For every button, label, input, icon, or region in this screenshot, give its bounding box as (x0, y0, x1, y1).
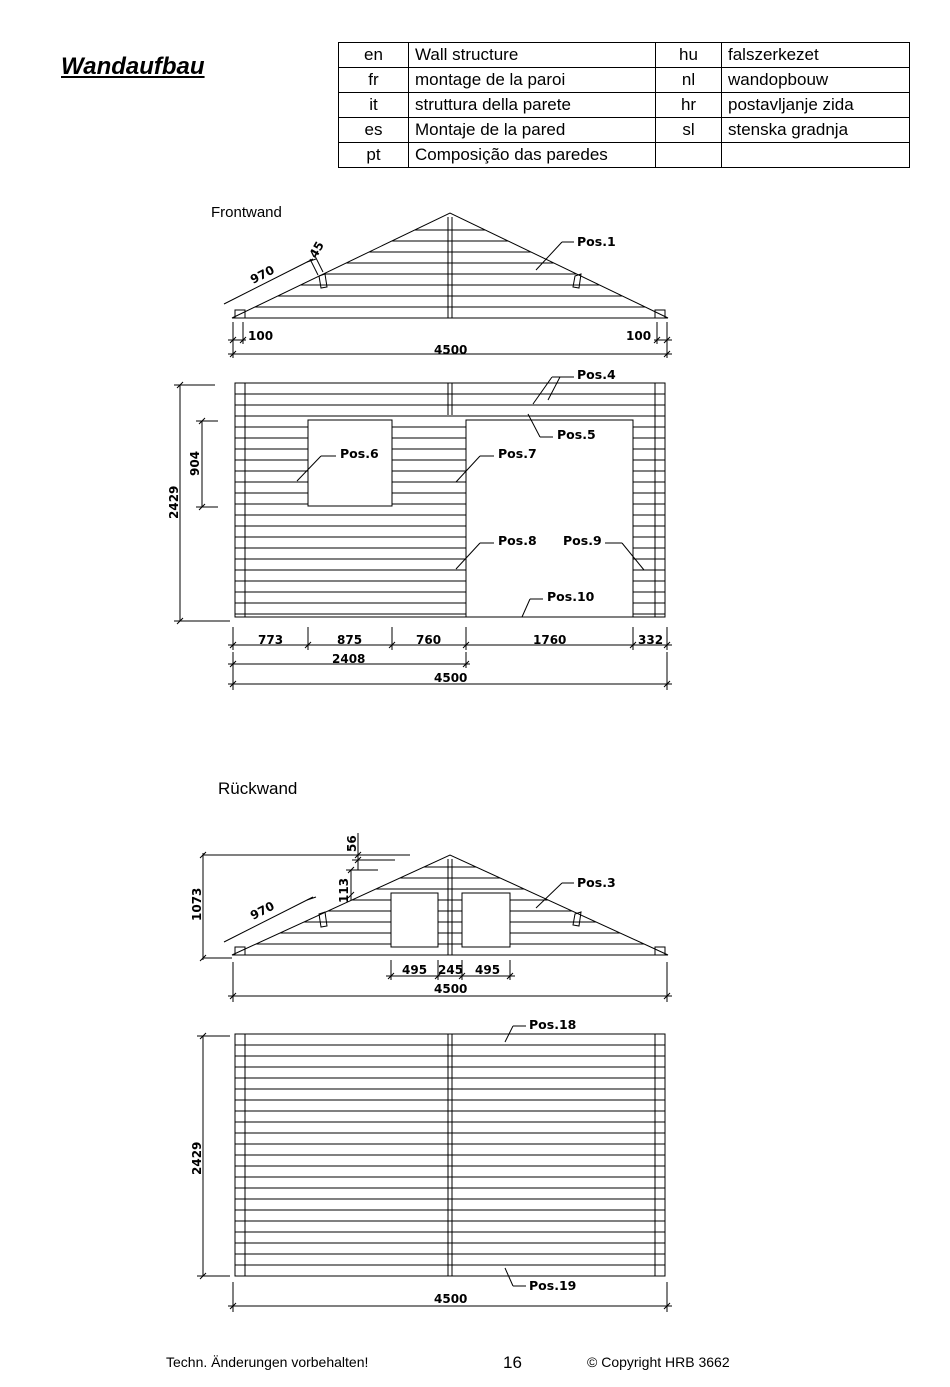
translation-text: falszerkezet (722, 43, 910, 68)
front-gable-width: 4500 (434, 343, 468, 357)
pos7-label: Pos.7 (498, 446, 537, 461)
language-code: sl (656, 118, 722, 143)
pos10-label: Pos.10 (547, 589, 595, 604)
footer-note: Techn. Änderungen vorbehalten! (166, 1354, 369, 1370)
language-code: pt (339, 143, 409, 168)
pos8-label: Pos.8 (498, 533, 537, 548)
back-opening-1: 495 (402, 963, 428, 977)
translation-text: Wall structure (409, 43, 656, 68)
back-gable-opening (391, 893, 438, 947)
pos5-label: Pos.5 (557, 427, 596, 442)
page-number: 16 (503, 1353, 522, 1372)
translation-text: montage de la paroi (409, 68, 656, 93)
front-seg-1: 773 (258, 633, 284, 647)
pos19-label: Pos.19 (529, 1278, 577, 1293)
front-wall-height: 2429 (167, 485, 181, 519)
front-corner-right (655, 383, 665, 617)
footer-copyright: © Copyright HRB 3662 (587, 1354, 730, 1370)
page-title: Wandaufbau (61, 53, 205, 80)
translation-text: Composição das paredes (409, 143, 656, 168)
front-seg-4: 1760 (533, 633, 567, 647)
back-opening-2: 495 (475, 963, 501, 977)
front-gable-outline (232, 213, 668, 318)
leader (533, 377, 552, 404)
front-wall-caption: Frontwand (211, 204, 282, 221)
language-code: fr (339, 68, 409, 93)
back-slope: 970 (248, 898, 277, 923)
front-overhang-left: 100 (248, 329, 274, 343)
pos18-label: Pos.18 (529, 1017, 577, 1032)
front-seg-3: 760 (416, 633, 442, 647)
window-opening (308, 420, 392, 506)
back-gable-opening (462, 893, 510, 947)
front-window-height: 904 (188, 450, 202, 476)
back-d56: 56 (345, 835, 359, 852)
back-gable-height: 1073 (190, 887, 204, 921)
front-purlin-notch (319, 274, 327, 288)
language-code: es (339, 118, 409, 143)
translation-text: Montaje de la pared (409, 118, 656, 143)
pos4-label: Pos.4 (577, 367, 616, 382)
language-code: hu (656, 43, 722, 68)
door-opening (466, 420, 633, 617)
front-angle: 45 (306, 239, 327, 261)
front-wall-width: 4500 (434, 671, 468, 685)
pos3-label: Pos.3 (577, 875, 616, 890)
back-wall-caption: Rückwand (218, 779, 298, 798)
back-gable-width: 4500 (434, 982, 468, 996)
translation-text: struttura della parete (409, 93, 656, 118)
front-purlin-notch (573, 274, 581, 288)
back-d113: 113 (337, 877, 351, 903)
front-slope: 970 (248, 262, 277, 287)
language-code: nl (656, 68, 722, 93)
front-seg-2: 875 (337, 633, 363, 647)
pos6-label: Pos.6 (340, 446, 379, 461)
language-code: it (339, 93, 409, 118)
front-partial: 2408 (332, 652, 366, 666)
leader (505, 1268, 513, 1286)
pos1-label: Pos.1 (577, 234, 616, 249)
translation-text: wandopbouw (722, 68, 910, 93)
translation-text: postavljanje zida (722, 93, 910, 118)
back-opening-gap: 245 (438, 963, 464, 977)
front-overhang-right: 100 (626, 329, 652, 343)
back-wall-height: 2429 (190, 1141, 204, 1175)
language-code: en (339, 43, 409, 68)
back-wall-width: 4500 (434, 1292, 468, 1306)
translation-text: stenska gradnja (722, 118, 910, 143)
front-seg-5: 332 (638, 633, 664, 647)
dim (310, 259, 318, 275)
front-corner-left (235, 383, 245, 617)
pos9-label: Pos.9 (563, 533, 602, 548)
language-code: hr (656, 93, 722, 118)
